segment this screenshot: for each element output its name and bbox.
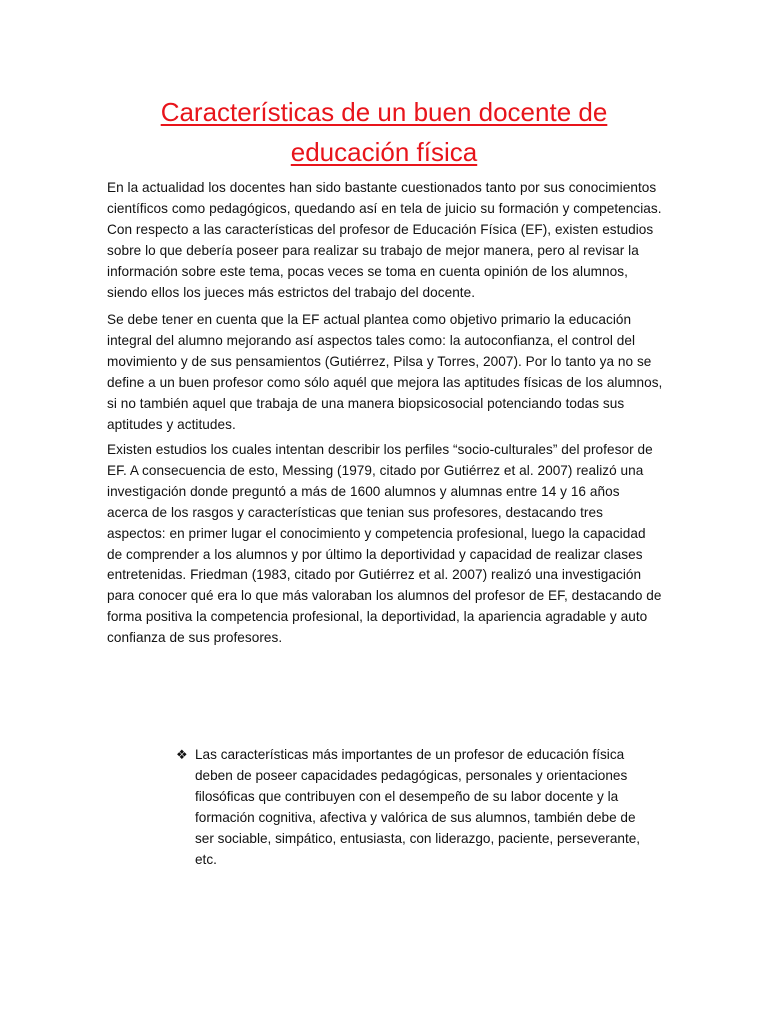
- paragraph-3: Existen estudios los cuales intentan describir los perfiles “socio-culturales” del profesor de EF. A consecuencia de esto, Messing (1979, citado por Gutiérrez et al. 2007) realizó una investigación donde preguntó a más de 1600 alumnos y alumnas entre 14 y 16 años acerca de los rasgos y características que tenian sus profesores, destacando tres aspectos: en primer lugar el conocimiento y competencia profesional, luego la capacidad de comprender a los alumnos y por último la deportividad y capacidad de realizar clases entretenidas. Friedman (1983, citado por Gutiérrez et al. 2007) realizó una investigación para conocer qué era lo que más valoraban los alumnos del profesor de EF, destacando de forma positiva la competencia profesional, la deportividad, la apariencia agradable y auto confianza de sus profesores.: [107, 442, 662, 646]
- paragraph-1: En la actualidad los docentes han sido bastante cuestionados tanto por sus conocimientos científicos como pedagógicos, quedando así en tela de juicio su formación y competencias. Con respecto a las características del profesor de Educación Física (EF), existen estudios sobre lo que debería poseer para realizar su trabajo de mejor manera, pero al revisar la información sobre este tema, pocas veces se toma en cuenta opinión de los alumnos, siendo ellos los jueces más estrictos del trabajo del docente.: [107, 180, 662, 300]
- page-title: [100, 92, 668, 172]
- title-line-2: educación física: [290, 137, 478, 167]
- paragraph-2: Se debe tener en cuenta que la EF actual plantea como objetivo primario la educación integral del alumno mejorando así aspectos tales como: la autoconfianza, el control del movimiento y de sus pensamientos (Gutiérrez, Pilsa y Torres, 2007). Por lo tanto ya no se define a un buen profesor como sólo aquél que mejora las aptitudes físicas de los alumnos, si no también aquel que trabaja de una manera biopsicosocial potenciando todas sus aptitudes y actitudes.: [107, 312, 663, 432]
- diamond-bullet-icon: ❖: [176, 748, 188, 763]
- title-line-1: Características de un buen docente de: [160, 97, 608, 127]
- bullet-text: Las características más importantes de un profesor de educación física deben de poseer capacidades pedagógicas, personales y orientaciones filosóficas que contribuyen con el desempeño de su labor docente y la formación cognitiva, afectiva y valórica de sus alumnos, también debe de ser sociable, simpático, entusiasta, con liderazgo, paciente, perseverante, etc.: [195, 747, 641, 867]
